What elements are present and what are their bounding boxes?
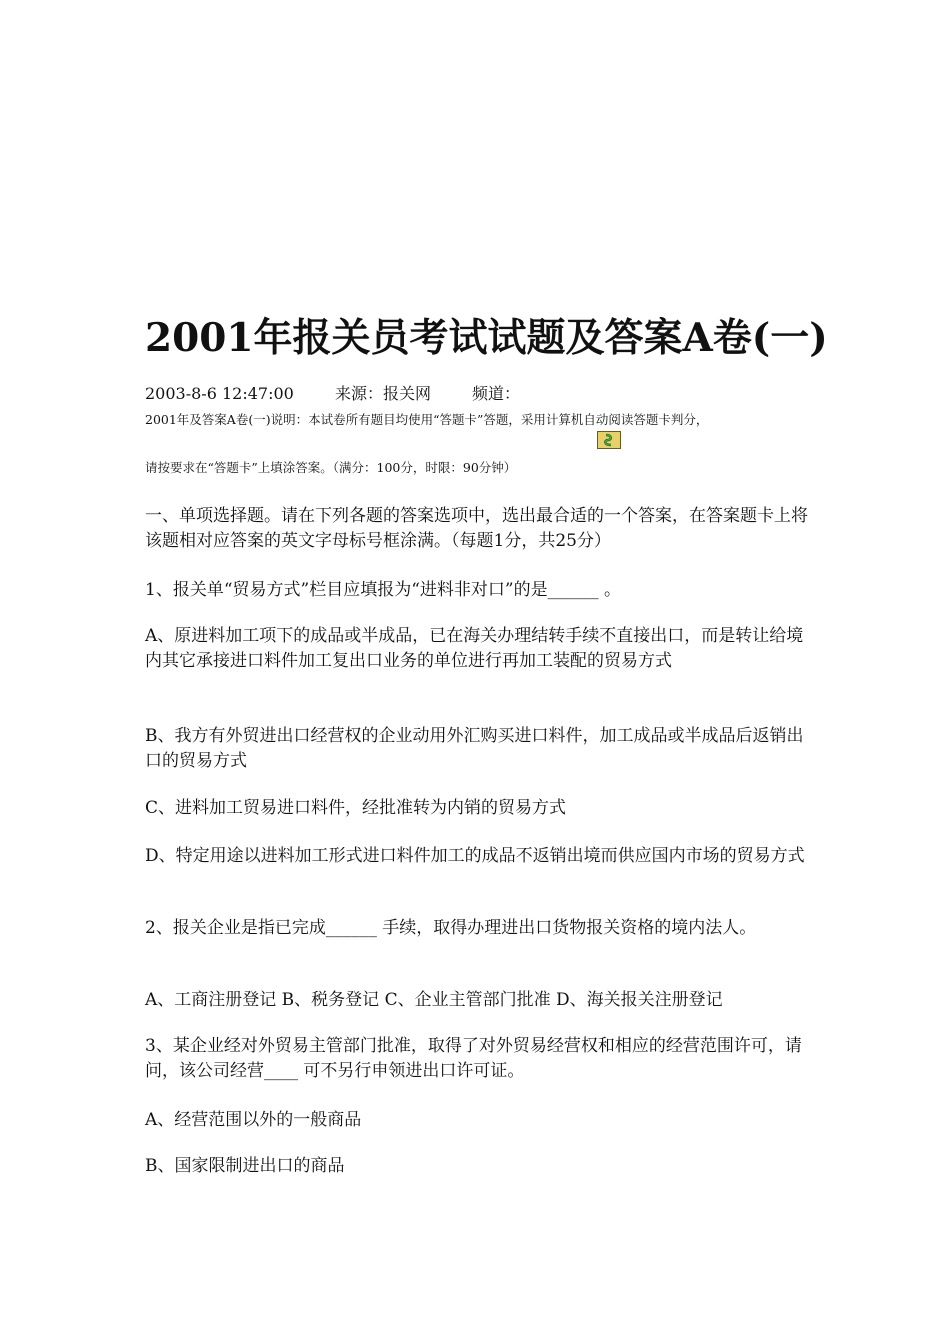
document-icon [597,431,621,449]
question-2-stem: 2、报关企业是指已完成______ 手续，取得办理进出口货物报关资格的境内法人。 [145,918,757,938]
source-label: 来源：报关网 [334,384,431,403]
intro-line-2: 请按要求在“答题卡”上填涂答案。（满分：100分，时限：90分钟） [145,460,517,475]
question-1-option-b: B、我方有外贸进出口经营权的企业动用外汇购买进口料件，加工成品或半成品后返销出口的贸易方式 [145,726,804,771]
section-heading: 一、单项选择题。请在下列各题的答案选项中，选出最合适的一个答案，在答案题卡上将该题相对应答案的英文字母标号框涂满。（每题1分，共25分） [145,506,808,551]
question-1-option-c: C、进料加工贸易进口料件，经批准转为内销的贸易方式 [145,798,567,818]
page-title: 2001年报关员考试试题及答案A卷(一) [145,315,828,361]
intro-line-1: 2001年及答案A卷(一)说明：本试卷所有题目均使用“答题卡”答题，采用计算机自动阅读答题卡判分， [145,412,709,427]
publish-datetime: 2003-8-6 12:47:00 [145,384,294,403]
question-3-option-b: B、国家限制进出口的商品 [145,1156,345,1176]
question-2-options: A、工商注册登记 B、税务登记 C、企业主管部门批准 D、海关报关注册登记 [145,990,723,1010]
question-3-option-a: A、经营范围以外的一般商品 [145,1110,362,1130]
question-3-stem: 3、某企业经对外贸易主管部门批准，取得了对外贸易经营权和相应的经营范围许可，请问，该公司经营____ 可不另行申领进出口许可证。 [145,1036,802,1081]
article-meta [145,382,556,406]
question-1-option-a: A、原进料加工项下的成品或半成品，已在海关办理结转手续不直接出口，而是转让给境内其它承接进口料件加工复出口业务的单位进行再加工装配的贸易方式 [145,626,804,671]
question-1-option-d: D、特定用途以进料加工形式进口料件加工的成品不返销出境而供应国内市场的贸易方式 [145,846,805,866]
channel-label: 频道： [472,384,521,403]
question-1-stem: 1、报关单“贸易方式”栏目应填报为“进料非对口”的是______ 。 [145,580,621,600]
